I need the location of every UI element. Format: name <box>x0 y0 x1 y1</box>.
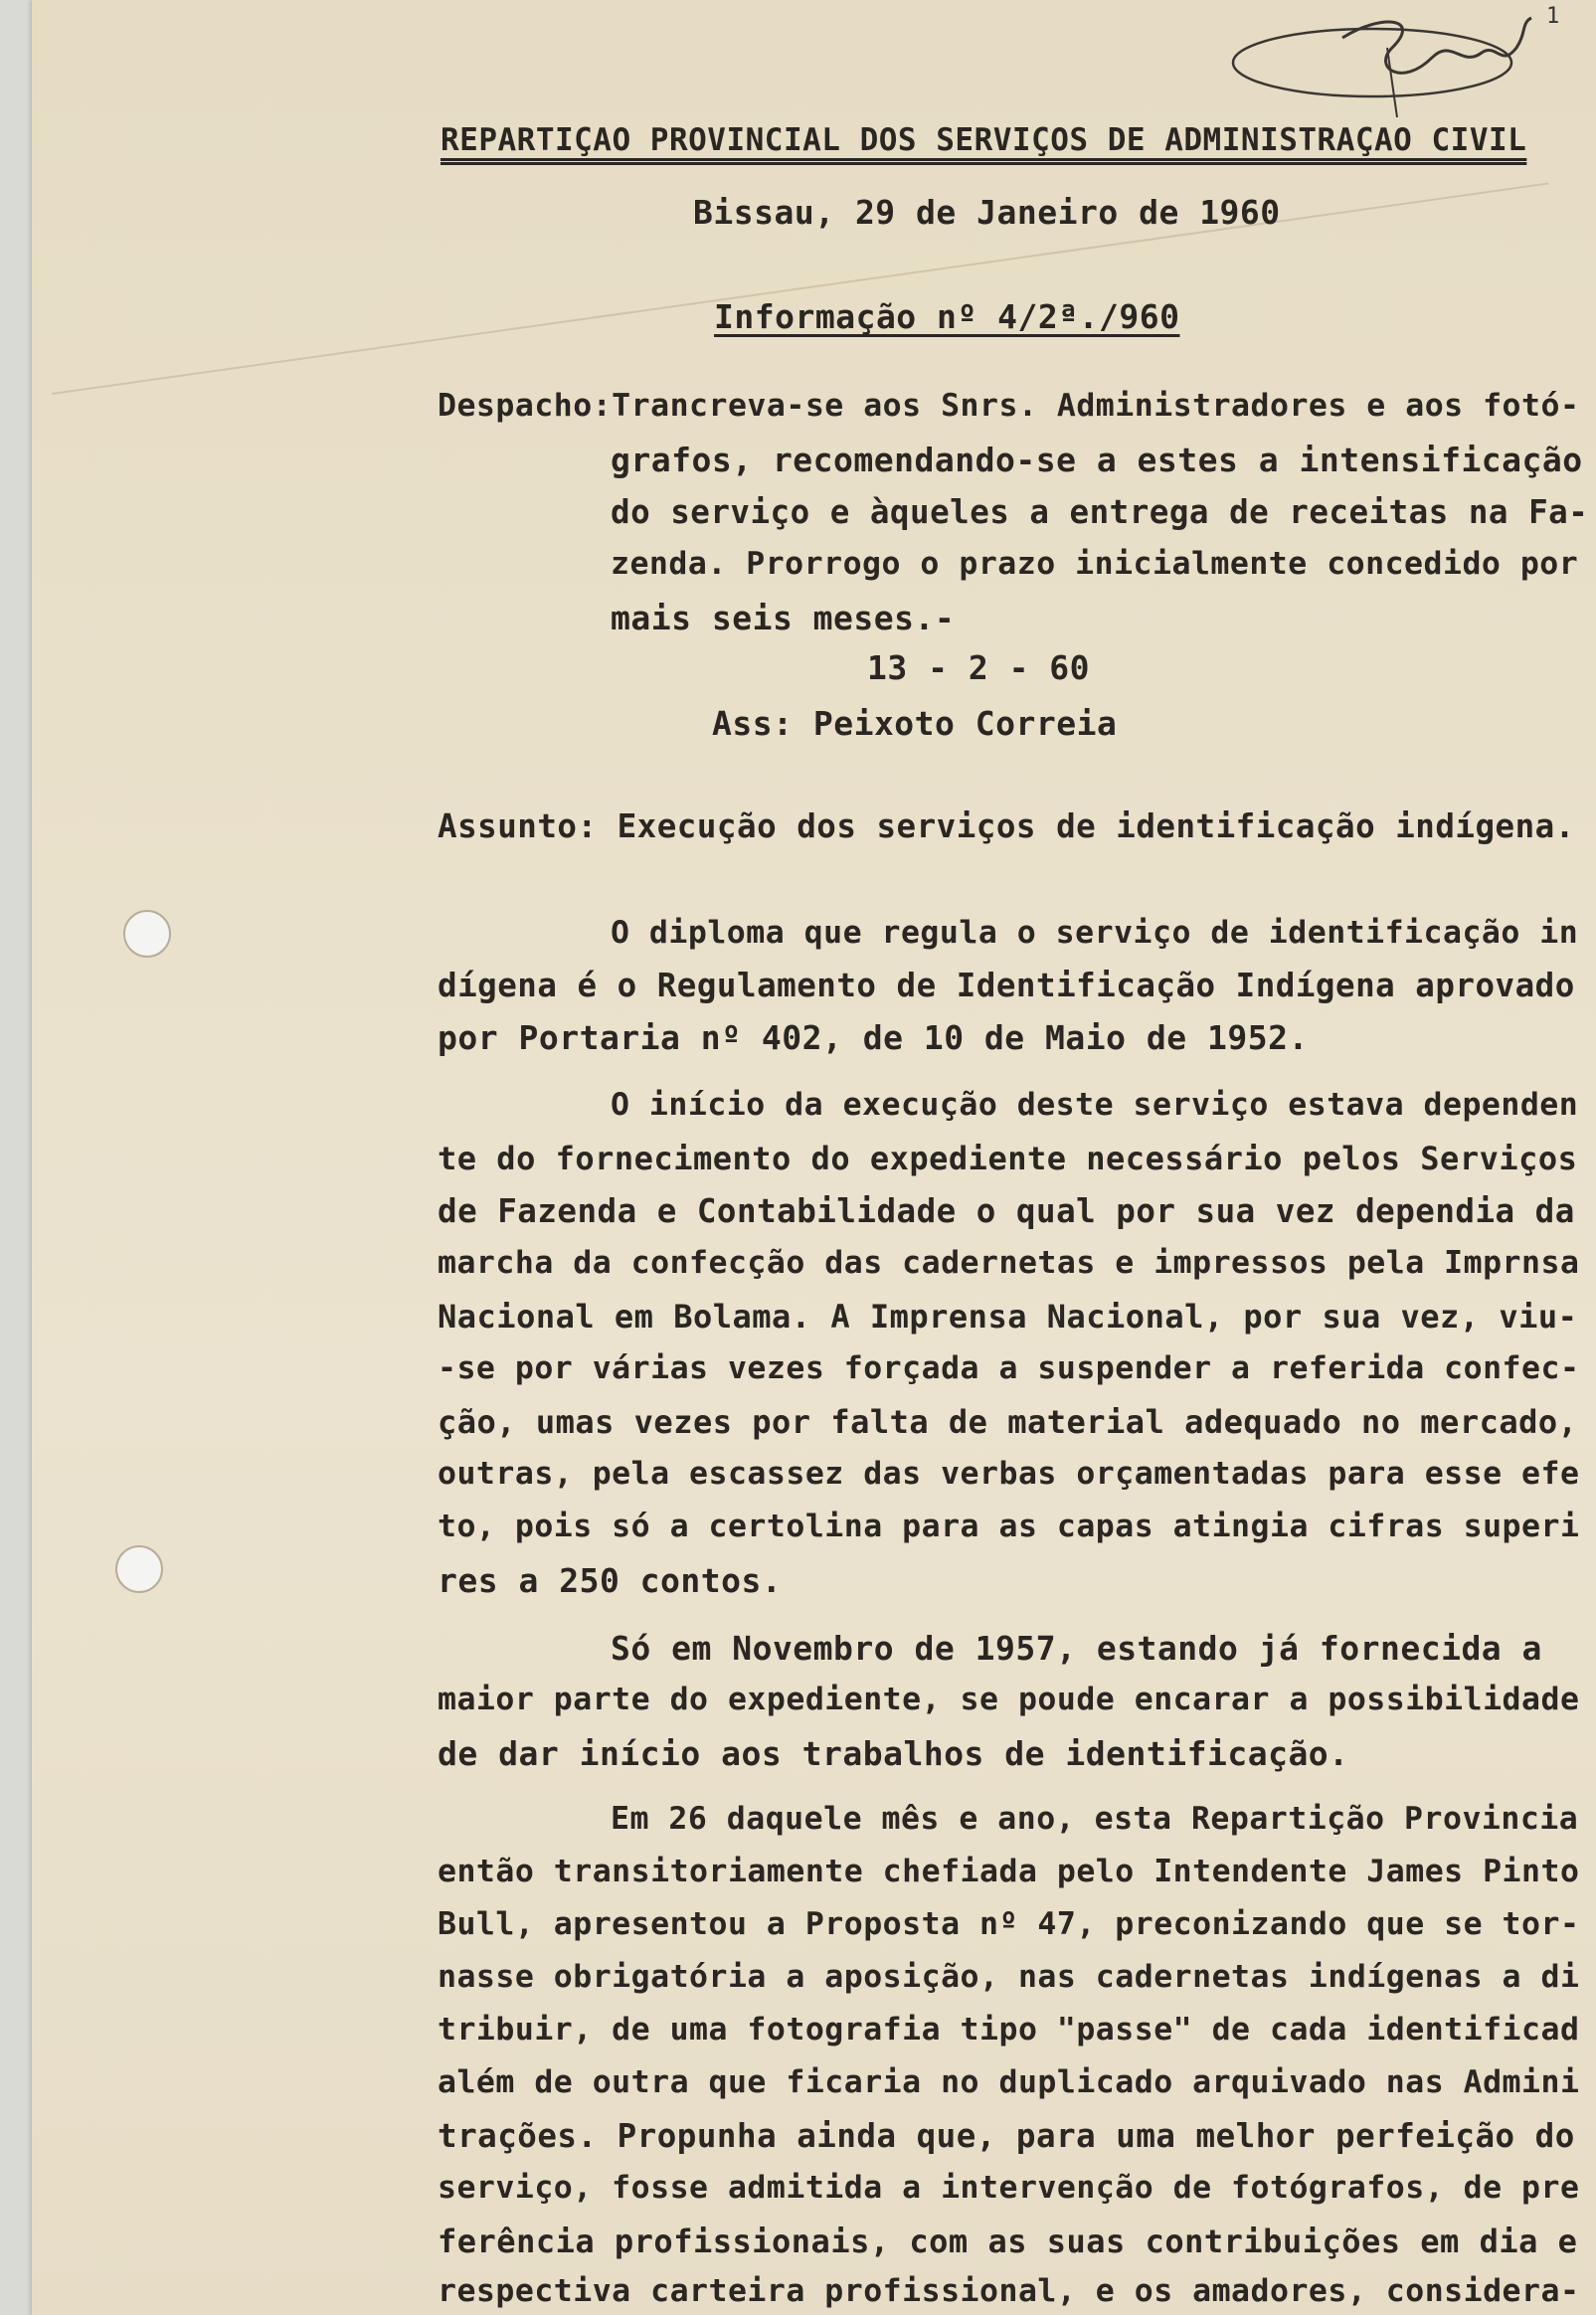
paragraph-line: dígena é o Regulamento de Identificação Indígena aprovado <box>438 967 1575 1004</box>
despacho-line: grafos, recomendando-se a estes a intensificação <box>611 441 1583 479</box>
paragraph-line: respectiva carteira profissional, e os amadores, considera- <box>438 2273 1580 2309</box>
paragraph-line: res a 250 contos. <box>438 1561 783 1600</box>
paragraph-line: Bull, apresentou a Proposta nº 47, preconizando que se tor- <box>438 1906 1580 1942</box>
paragraph-line: Nacional em Bolama. A Imprensa Nacional, por sua vez, viu- <box>438 1298 1578 1336</box>
institution-header: REPARTIÇAO PROVINCIAL DOS SERVIÇOS DE ADMINISTRAÇAO CIVIL <box>441 122 1527 158</box>
paragraph-line: te do fornecimento do expediente necessário pelos Serviços <box>438 1140 1578 1177</box>
paragraph-line: trações. Propunha ainda que, para uma melhor perfeição do <box>438 2117 1575 2155</box>
page-number: 1 <box>1546 4 1560 29</box>
despacho-signed: Ass: Peixoto Correia <box>712 704 1118 743</box>
paragraph-line: -se por várias vezes forçada a suspender a referida confec- <box>438 1350 1580 1386</box>
despacho-line: mais seis meses.- <box>611 599 956 637</box>
punch-hole-top <box>123 910 171 958</box>
document-number: Informação nº 4/2ª./960 <box>714 297 1180 336</box>
paragraph-line: ferência profissionais, com as suas contribuições em dia e <box>438 2223 1578 2260</box>
paragraph-line: to, pois só a certolina para as capas atingia cifras superi <box>438 1509 1580 1544</box>
paragraph-line: de Fazenda e Contabilidade o qual por sua vez dependia da <box>438 1192 1575 1230</box>
paragraph-line: maior parte do expediente, se poude encarar a possibilidade <box>438 1682 1580 1717</box>
paragraph-line: Só em Novembro de 1957, estando já fornecida a <box>611 1629 1542 1668</box>
place-date: Bissau, 29 de Janeiro de 1960 <box>693 193 1281 232</box>
assunto-line: Assunto: Execução dos serviços de identificação indígena. <box>438 807 1575 845</box>
paragraph-line: além de outra que ficaria no duplicado arquivado nas Admini <box>438 2064 1580 2100</box>
paragraph-line: tribuir, de uma fotografia tipo "passe" de cada identificad <box>438 2012 1580 2048</box>
paragraph-line: O diploma que regula o serviço de identificação in <box>611 915 1579 951</box>
despacho-line: zenda. Prorrogo o prazo inicialmente concedido por <box>611 546 1579 582</box>
paragraph-line: de dar início aos trabalhos de identificação. <box>438 1734 1349 1773</box>
handwritten-signature <box>1223 8 1581 117</box>
despacho-line: do serviço e àqueles a entrega de receitas na Fa- <box>611 493 1589 531</box>
despacho-date: 13 - 2 - 60 <box>867 648 1091 687</box>
paragraph-line: O início da execução deste serviço estava dependen <box>611 1087 1579 1123</box>
paragraph-line: marcha da confecção das cadernetas e impressos pela Imprnsa <box>438 1245 1580 1281</box>
paragraph-line: por Portaria nº 402, de 10 de Maio de 1952. <box>438 1018 1309 1057</box>
paragraph-line: serviço, fosse admitida a intervenção de fotógrafos, de pre <box>438 2170 1580 2206</box>
punch-hole-bottom <box>115 1545 163 1593</box>
paragraph-line: outras, pela escassez das verbas orçamentadas para esse efe <box>438 1456 1580 1492</box>
paragraph-line: ção, umas vezes por falta de material adequado no mercado, <box>438 1403 1578 1441</box>
despacho-line: Despacho:Trancreva-se aos Snrs. Administradores e aos fotó- <box>438 388 1580 424</box>
paragraph-line: Em 26 daquele mês e ano, esta Repartição Provincia <box>611 1801 1579 1837</box>
paragraph-line: nasse obrigatória a aposição, nas cadernetas indígenas a di <box>438 1959 1580 1995</box>
paragraph-line: então transitoriamente chefiada pelo Intendente James Pinto <box>438 1854 1580 1889</box>
